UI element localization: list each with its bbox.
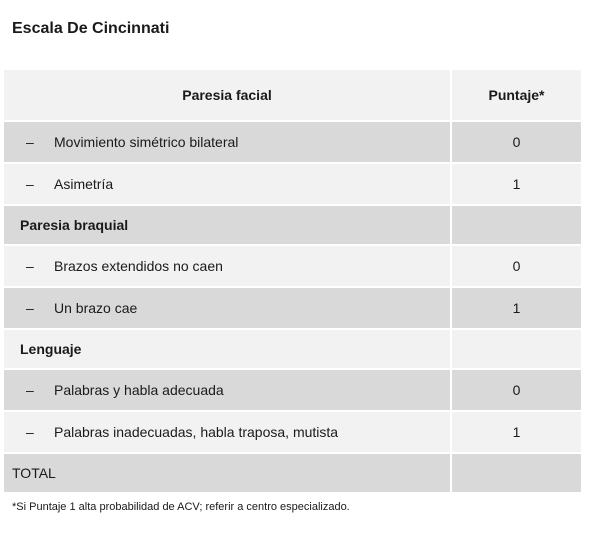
document-title: Escala De Cincinnati [12, 20, 170, 37]
row-score: 0 [452, 122, 581, 162]
section-row-lenguaje [4, 330, 581, 368]
table-row [4, 164, 581, 204]
total-value [452, 454, 581, 492]
table-row [4, 122, 581, 162]
section-label: Paresia braquial [4, 206, 450, 244]
section-label: Lenguaje [4, 330, 450, 368]
row-label: Palabras y habla adecuada [54, 382, 224, 398]
row-label: Un brazo cae [54, 300, 138, 316]
table-header-row [4, 70, 581, 120]
header-paresia-facial: Paresia facial [4, 70, 450, 120]
table-row [4, 288, 581, 328]
row-label: Brazos extendidos no caen [54, 258, 223, 274]
cincinnati-scale-table [4, 70, 581, 494]
total-label: TOTAL [4, 454, 450, 492]
table-row [4, 246, 581, 286]
table-row [4, 412, 581, 452]
row-score: 1 [452, 288, 581, 328]
dash-marker: – [26, 258, 34, 274]
row-label: Movimiento simétrico bilateral [54, 134, 239, 150]
section-row-paresia-braquial [4, 206, 581, 244]
footnote: *Si Puntaje 1 alta probabilidad de ACV; referir a centro especializado. [12, 501, 350, 513]
total-row [4, 454, 581, 492]
table-row [4, 370, 581, 410]
dash-marker: – [26, 134, 34, 150]
row-score: 0 [452, 246, 581, 286]
header-puntaje: Puntaje* [452, 70, 581, 120]
dash-marker: – [26, 424, 34, 440]
dash-marker: – [26, 382, 34, 398]
row-label: Palabras inadecuadas, habla traposa, mutista [54, 424, 339, 440]
row-label: Asimetría [54, 176, 114, 192]
row-score: 0 [452, 370, 581, 410]
dash-marker: – [26, 176, 34, 192]
row-score: 1 [452, 164, 581, 204]
dash-marker: – [26, 300, 34, 316]
row-score: 1 [452, 412, 581, 452]
